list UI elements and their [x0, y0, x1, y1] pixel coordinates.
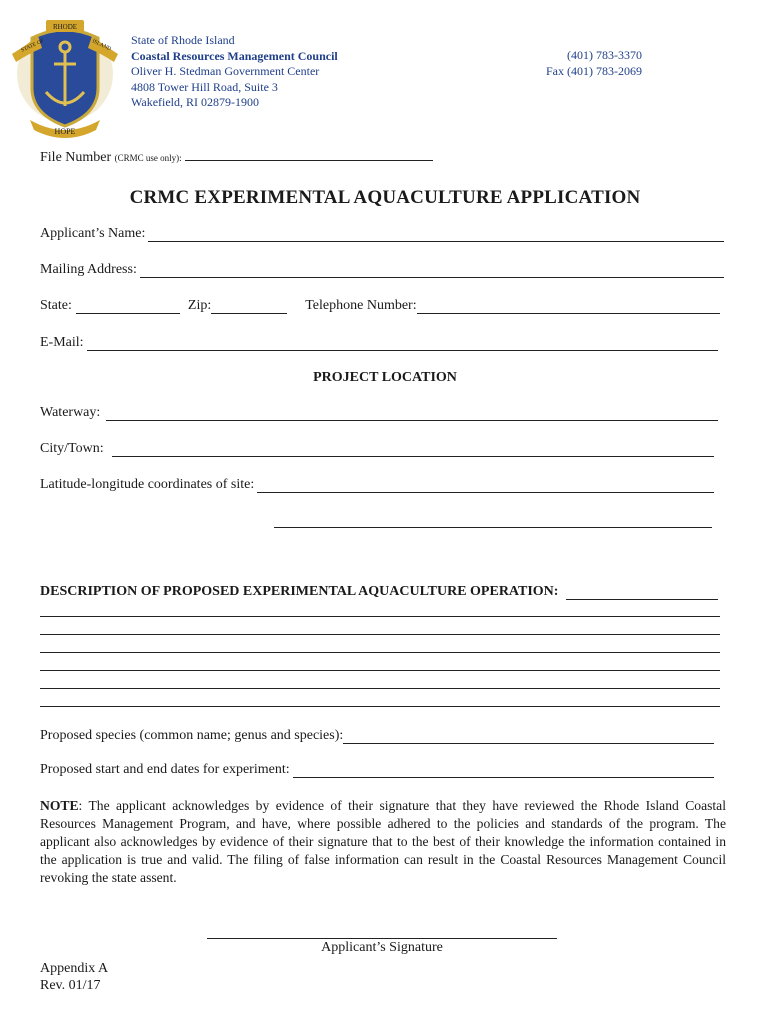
- city-address: Wakefield, RI 02879-1900: [131, 95, 260, 109]
- waterway-field[interactable]: [106, 408, 718, 421]
- project-location-heading: PROJECT LOCATION: [313, 370, 457, 385]
- mailing-address-field[interactable]: [140, 265, 724, 278]
- latlong-row: [40, 477, 714, 493]
- rhode-island-seal-icon: [8, 14, 122, 138]
- dates-field[interactable]: [293, 765, 714, 778]
- mailing-address-label: Mailing Address:: [40, 262, 137, 277]
- appendix-label: Appendix A: [40, 961, 109, 976]
- seal-right-text: ISLAND: [91, 38, 112, 53]
- email-field[interactable]: [87, 338, 718, 351]
- file-number-note: (CRMC use only):: [114, 153, 182, 163]
- state-zip-phone-row: [40, 298, 720, 314]
- zip-field[interactable]: [211, 301, 287, 314]
- footer: [40, 960, 108, 994]
- description-line[interactable]: [40, 670, 720, 671]
- phone-number: (401) 783-3370: [567, 48, 642, 62]
- signature-label: Applicant’s Signature: [321, 940, 443, 955]
- file-number-row: [40, 148, 433, 166]
- applicant-name-field[interactable]: [148, 229, 724, 242]
- dates-label: Proposed start and end dates for experiment:: [40, 762, 290, 777]
- description-line[interactable]: [40, 652, 720, 653]
- latlong-field-2[interactable]: [274, 527, 712, 528]
- state-label: State:: [40, 298, 72, 313]
- city-town-label: City/Town:: [40, 441, 104, 456]
- description-line[interactable]: [40, 706, 720, 707]
- description-heading: DESCRIPTION OF PROPOSED EXPERIMENTAL AQUACULTURE OPERATION:: [40, 584, 559, 599]
- fax-number: Fax (401) 783-2069: [546, 63, 642, 78]
- signature-field[interactable]: [207, 938, 557, 939]
- species-label: Proposed species (common name; genus and species):: [40, 728, 344, 743]
- waterway-row: [40, 405, 718, 421]
- city-town-field[interactable]: [112, 444, 714, 457]
- waterway-label: Waterway:: [40, 405, 101, 420]
- seal-bottom-text: HOPE: [54, 127, 76, 136]
- email-label: E-Mail:: [40, 335, 84, 350]
- form-title: CRMC EXPERIMENTAL AQUACULTURE APPLICATION: [129, 187, 641, 208]
- note-label: NOTE: [40, 798, 79, 813]
- latlong-field[interactable]: [257, 480, 714, 493]
- file-number-field[interactable]: [185, 148, 433, 161]
- description-line[interactable]: [40, 688, 720, 689]
- city-town-row: [40, 441, 714, 457]
- street-address: 4808 Tower Hill Road, Suite 3: [131, 79, 278, 94]
- email-row: [40, 335, 718, 351]
- applicant-name-label: Applicant’s Name:: [40, 226, 146, 241]
- seal-left-text: STATE OF: [20, 38, 46, 54]
- agency-address: [131, 33, 338, 111]
- description-row: [40, 584, 718, 600]
- latlong-label: Latitude-longitude coordinates of site:: [40, 477, 255, 492]
- state-name: State of Rhode Island: [131, 33, 235, 47]
- revision-label: Rev. 01/17: [40, 978, 101, 993]
- building-name: Oliver H. Stedman Government Center: [131, 64, 320, 78]
- file-number-label: File Number: [40, 150, 112, 165]
- zip-label: Zip:: [187, 298, 212, 313]
- description-line[interactable]: [40, 634, 720, 635]
- applicant-name-row: [40, 226, 724, 242]
- dates-row: [40, 762, 714, 778]
- contact-numbers: [546, 48, 642, 79]
- species-row: [40, 728, 714, 744]
- state-field[interactable]: [76, 301, 180, 314]
- council-name: Coastal Resources Management Council: [131, 48, 338, 63]
- description-field-0[interactable]: [566, 587, 718, 600]
- seal-top-text: RHODE: [52, 23, 78, 31]
- species-field[interactable]: [343, 731, 714, 744]
- mailing-address-row: [40, 262, 724, 278]
- note-text: : The applicant acknowledges by evidence of their signature that they have reviewed the Rhode Island Coastal Resources Management Program, and have, where possible adhered to the policies and standards of the program. The applicant also acknowledges by evidence of their signature that to the best of their knowledge the information contained in the application is true and valid. The filing of false information can result in the Coastal Resources Management Council revoking the state assent.: [40, 798, 726, 885]
- telephone-field[interactable]: [417, 301, 720, 314]
- note-paragraph: [40, 797, 726, 887]
- description-line[interactable]: [40, 616, 720, 617]
- telephone-label: Telephone Number:: [305, 298, 417, 313]
